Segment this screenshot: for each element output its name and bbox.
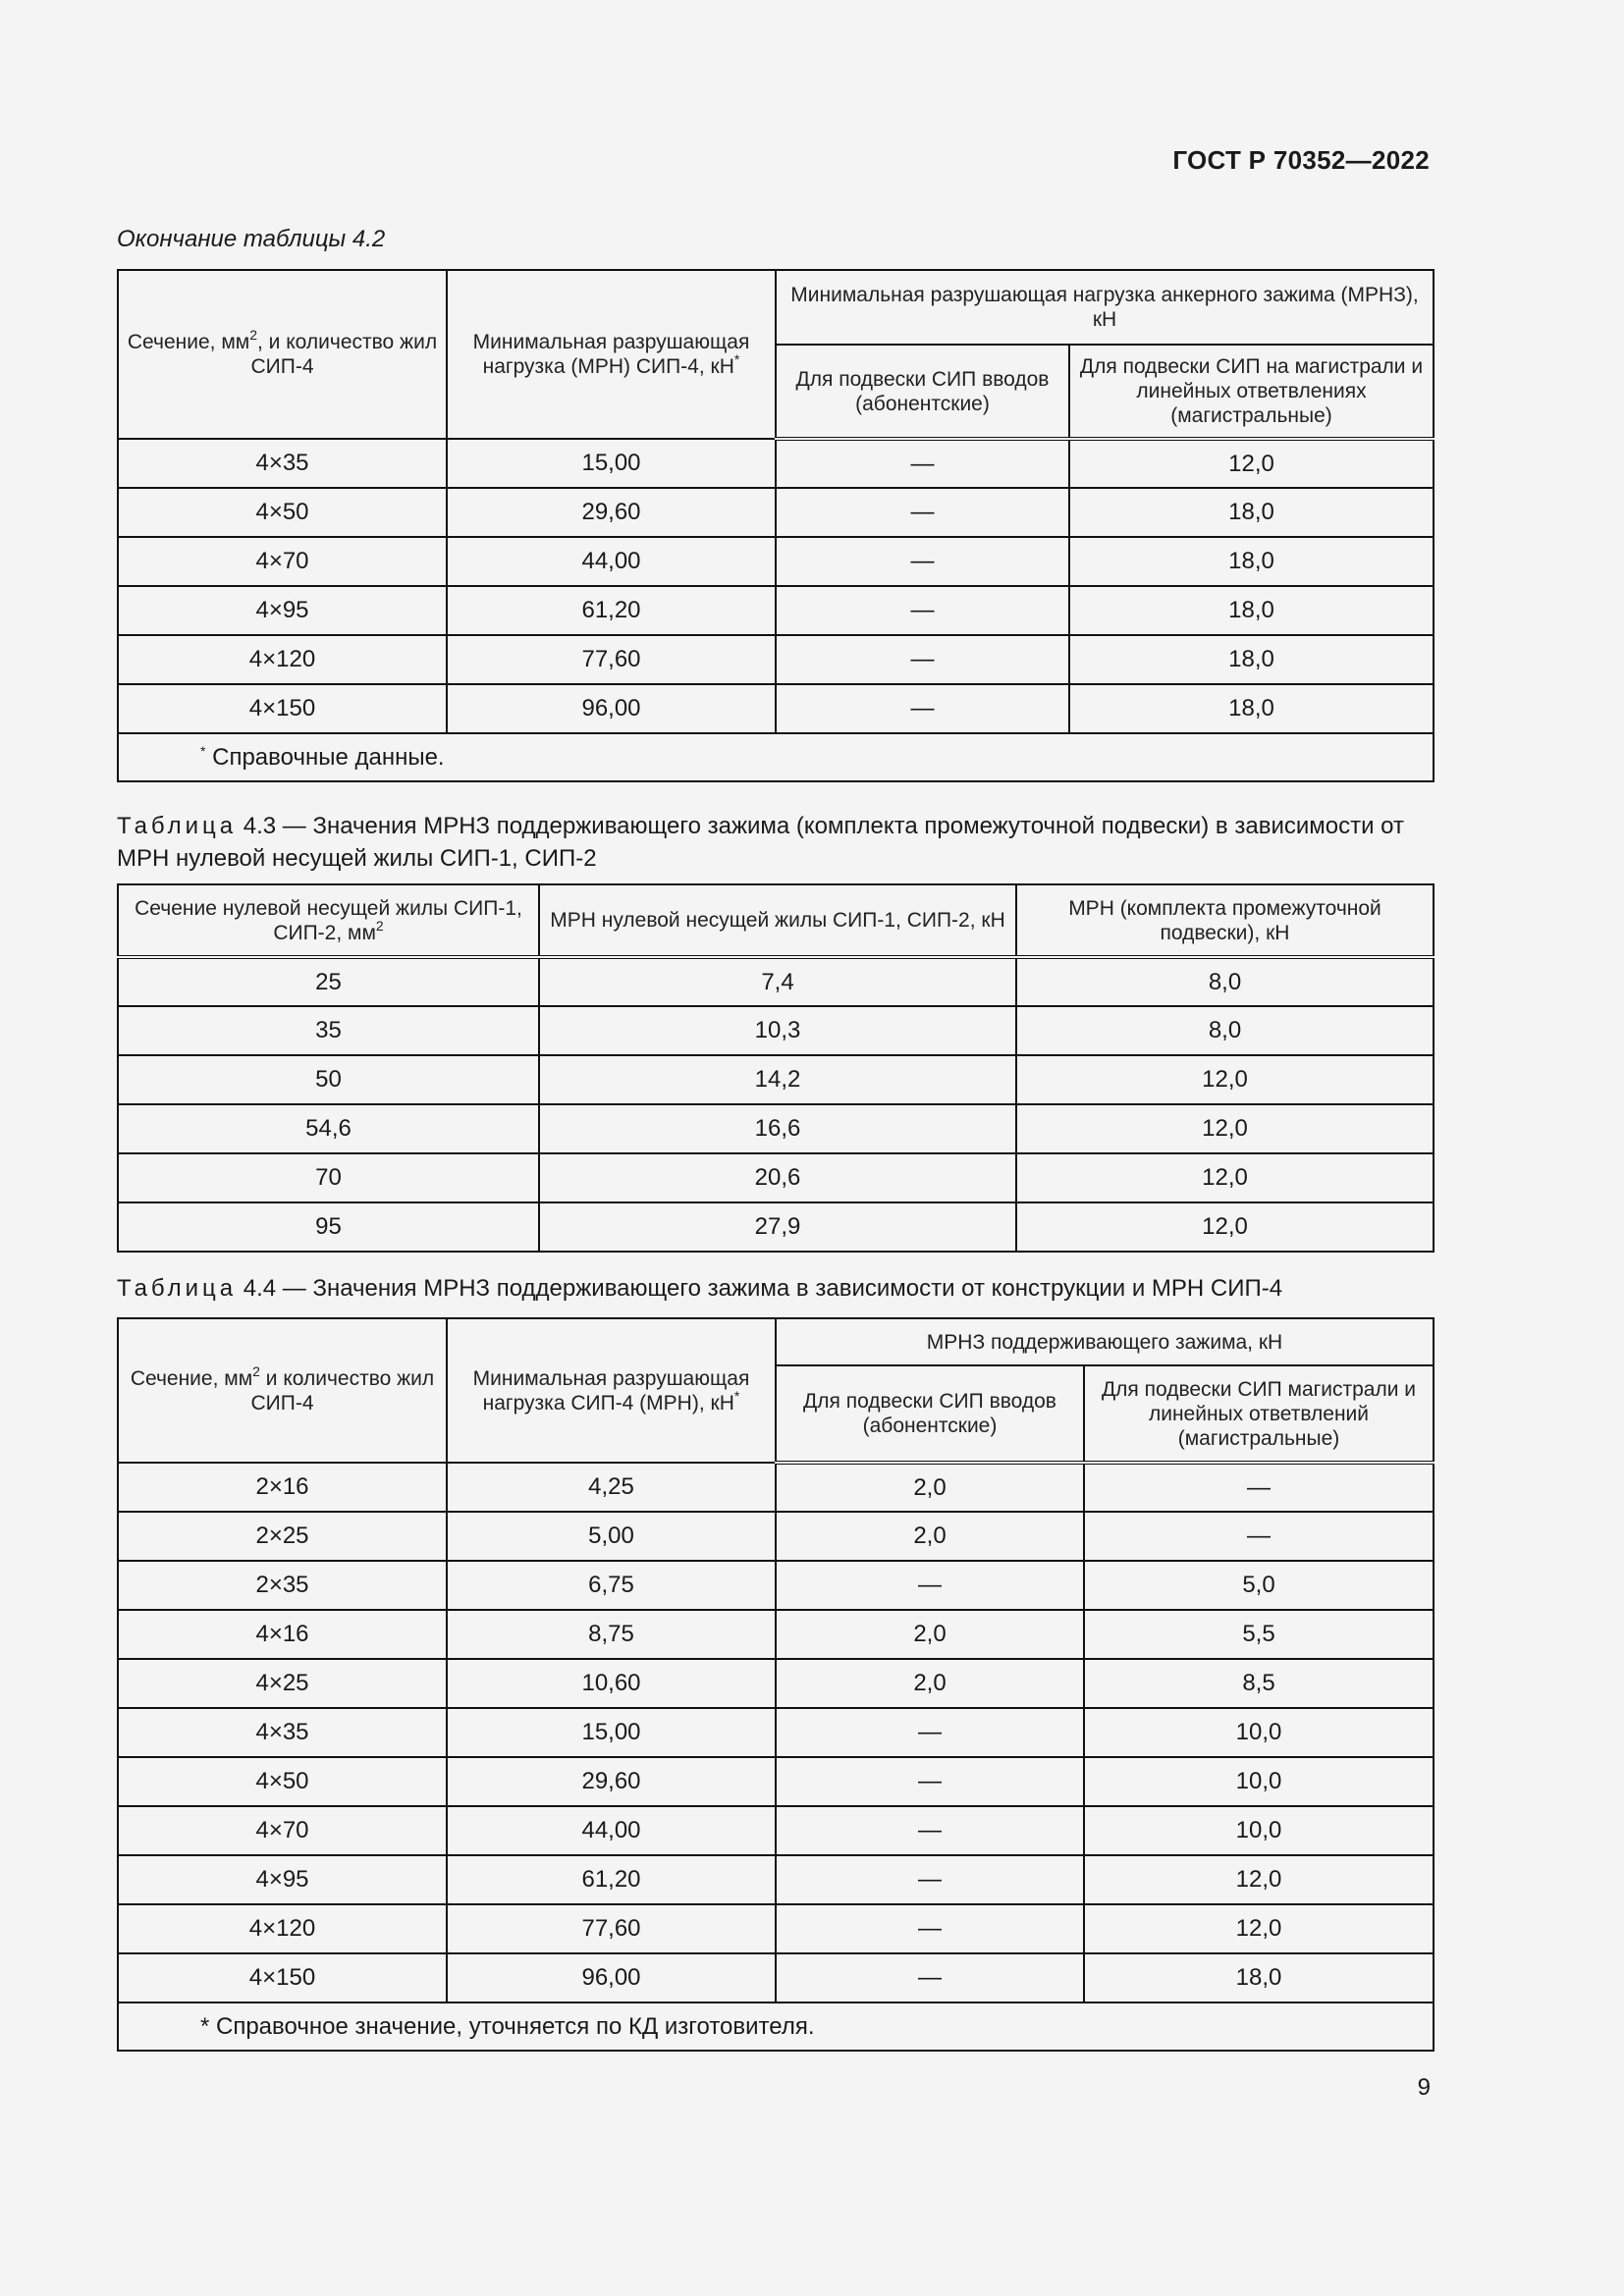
table-row	[118, 1104, 1434, 1153]
table-cell: 10,0	[1084, 1806, 1434, 1855]
table-cell: —	[776, 1953, 1084, 2002]
table-cell: 29,60	[447, 1757, 776, 1806]
table-cell: 4×120	[118, 1904, 447, 1953]
header-mrnz: Минимальная разрушающая нагрузка анкерного зажима (МРНЗ), кН	[776, 270, 1434, 345]
header-mrnz: МРНЗ поддерживающего зажима, кН	[776, 1318, 1434, 1365]
table-cell: —	[776, 1757, 1084, 1806]
table-cell: 4×70	[118, 1806, 447, 1855]
table-cell: 5,5	[1084, 1610, 1434, 1659]
table-cell: 5,00	[447, 1512, 776, 1561]
table-cell: 18,0	[1069, 488, 1434, 537]
table-cell: 20,6	[539, 1153, 1016, 1202]
table-row	[118, 1463, 1434, 1512]
table-row	[118, 1757, 1434, 1806]
table-cell: 2,0	[776, 1463, 1084, 1512]
table-cell: 4×150	[118, 1953, 447, 2002]
table-4-2-footnote: * Справочные данные.	[118, 733, 1434, 781]
table-cell: 12,0	[1084, 1855, 1434, 1904]
header-mrn: Минимальная разрушающая нагрузка (МРН) СИП-4, кН*	[447, 270, 776, 439]
table-cell: 4×120	[118, 635, 447, 684]
table-cell: 4×95	[118, 586, 447, 635]
table-cell: —	[776, 1855, 1084, 1904]
table-cell: 4×70	[118, 537, 447, 586]
table-cell: 18,0	[1069, 635, 1434, 684]
table-cell: —	[776, 537, 1069, 586]
table-cell: 18,0	[1069, 684, 1434, 733]
table-footnote-row	[118, 733, 1434, 781]
table-cell: 7,4	[539, 957, 1016, 1006]
table-cell: 18,0	[1084, 1953, 1434, 2002]
table-cell: —	[776, 635, 1069, 684]
table-row	[118, 1153, 1434, 1202]
header-mains: Для подвески СИП на магистрали и линейных ответвлениях (магистральные)	[1069, 345, 1434, 439]
table-cell: 2×35	[118, 1561, 447, 1610]
header-set: МРН (комплекта промежуточной подвески), кН	[1016, 884, 1434, 957]
table-row	[118, 635, 1434, 684]
table-cell: 4×50	[118, 488, 447, 537]
table-row	[118, 1561, 1434, 1610]
table-row	[118, 1202, 1434, 1252]
table-row	[118, 684, 1434, 733]
header-section: Сечение, $мм^2$, и количество жил СИП-4	[118, 270, 447, 439]
standard-header: ГОСТ Р 70352—2022	[1172, 145, 1430, 175]
table-cell: 8,75	[447, 1610, 776, 1659]
table-row	[118, 1006, 1434, 1055]
table-cell: 44,00	[447, 537, 776, 586]
table-4-4-footnote: * Справочное значение, уточняется по КД изготовителя.	[118, 2002, 1434, 2051]
table-cell: 15,00	[447, 439, 776, 488]
table-row	[118, 488, 1434, 537]
table-cell: 95	[118, 1202, 539, 1252]
table-row	[118, 1659, 1434, 1708]
table-cell: 2×16	[118, 1463, 447, 1512]
table-cell: 96,00	[447, 684, 776, 733]
table-row	[118, 1806, 1434, 1855]
table-cell: —	[776, 1904, 1084, 1953]
header-section: Сечение, $мм^2$ и количество жил СИП-4	[118, 1318, 447, 1463]
table-footnote-row	[118, 2002, 1434, 2051]
header-inputs: Для подвески СИП вводов (абонентские)	[776, 345, 1069, 439]
table-row	[118, 1904, 1434, 1953]
table-cell: 4×35	[118, 1708, 447, 1757]
table-cell: —	[776, 684, 1069, 733]
table-cell: 4×16	[118, 1610, 447, 1659]
table-4-4-caption: Таблица 4.4 — Значения МРНЗ поддерживающего зажима в зависимости от конструкции и МРН СИП-4	[117, 1275, 1283, 1302]
table-cell: 4×50	[118, 1757, 447, 1806]
table-cell: 77,60	[447, 635, 776, 684]
table-cell: —	[1084, 1463, 1434, 1512]
table-cell: 10,0	[1084, 1757, 1434, 1806]
table-row	[118, 1512, 1434, 1561]
table-cell: 25	[118, 957, 539, 1006]
table-cell: 12,0	[1069, 439, 1434, 488]
table-cell: 50	[118, 1055, 539, 1104]
header-section: Сечение нулевой несущей жилы СИП-1, СИП-2, $мм^2$	[118, 884, 539, 957]
table-cell: 18,0	[1069, 586, 1434, 635]
table-cell: 2,0	[776, 1659, 1084, 1708]
table-cell: —	[776, 586, 1069, 635]
table-cell: 8,5	[1084, 1659, 1434, 1708]
table-cell: 29,60	[447, 488, 776, 537]
table-cell: —	[776, 1561, 1084, 1610]
table-cell: 10,60	[447, 1659, 776, 1708]
table-4-2	[117, 269, 1435, 782]
table-cell: —	[1084, 1512, 1434, 1561]
table-cell: —	[776, 439, 1069, 488]
table-cell: 70	[118, 1153, 539, 1202]
table-row	[118, 1855, 1434, 1904]
table-cell: 16,6	[539, 1104, 1016, 1153]
table-cell: 61,20	[447, 586, 776, 635]
table-cell: 12,0	[1084, 1904, 1434, 1953]
page-number: 9	[1417, 2074, 1431, 2101]
table-cell: 35	[118, 1006, 539, 1055]
table-cell: 4×95	[118, 1855, 447, 1904]
table-row	[118, 537, 1434, 586]
table-cell: —	[776, 1708, 1084, 1757]
table-cell: —	[776, 488, 1069, 537]
table-4-2-continuation: Окончание таблицы 4.2	[117, 226, 386, 252]
table-cell: 44,00	[447, 1806, 776, 1855]
table-cell: 10,0	[1084, 1708, 1434, 1757]
table-row	[118, 439, 1434, 488]
table-row	[118, 1055, 1434, 1104]
table-cell: 10,3	[539, 1006, 1016, 1055]
header-inputs: Для подвески СИП вводов (абонентские)	[776, 1365, 1084, 1463]
table-cell: 14,2	[539, 1055, 1016, 1104]
table-row	[118, 1953, 1434, 2002]
table-cell: 2×25	[118, 1512, 447, 1561]
table-row	[118, 1610, 1434, 1659]
table-cell: 2,0	[776, 1610, 1084, 1659]
table-row	[118, 1708, 1434, 1757]
table-cell: 18,0	[1069, 537, 1434, 586]
table-cell: 12,0	[1016, 1055, 1434, 1104]
table-cell: 5,0	[1084, 1561, 1434, 1610]
table-cell: 4×35	[118, 439, 447, 488]
table-cell: 4×25	[118, 1659, 447, 1708]
table-cell: 4,25	[447, 1463, 776, 1512]
table-cell: 12,0	[1016, 1153, 1434, 1202]
table-row	[118, 957, 1434, 1006]
table-cell: 27,9	[539, 1202, 1016, 1252]
table-row	[118, 586, 1434, 635]
header-mrn: МРН нулевой несущей жилы СИП-1, СИП-2, кН	[539, 884, 1016, 957]
table-cell: 6,75	[447, 1561, 776, 1610]
header-mrn: Минимальная разрушающая нагрузка СИП-4 (МРН), кН*	[447, 1318, 776, 1463]
table-cell: 61,20	[447, 1855, 776, 1904]
table-4-3-caption: Таблица 4.3 — Значения МРНЗ поддерживающего зажима (комплекта промежуточной подвески) в зависимости от МРН нулевой несущей жилы СИП-1, СИП-2	[117, 813, 1404, 872]
table-cell: 8,0	[1016, 957, 1434, 1006]
table-cell: 8,0	[1016, 1006, 1434, 1055]
table-cell: 77,60	[447, 1904, 776, 1953]
table-cell: 12,0	[1016, 1104, 1434, 1153]
table-cell: 15,00	[447, 1708, 776, 1757]
table-cell: 4×150	[118, 684, 447, 733]
table-cell: —	[776, 1806, 1084, 1855]
header-mains: Для подвески СИП магистрали и линейных ответвлений (магистральные)	[1084, 1365, 1434, 1463]
table-cell: 96,00	[447, 1953, 776, 2002]
table-4-3	[117, 883, 1435, 1253]
table-cell: 54,6	[118, 1104, 539, 1153]
table-cell: 12,0	[1016, 1202, 1434, 1252]
table-cell: 2,0	[776, 1512, 1084, 1561]
table-4-4	[117, 1317, 1435, 2052]
